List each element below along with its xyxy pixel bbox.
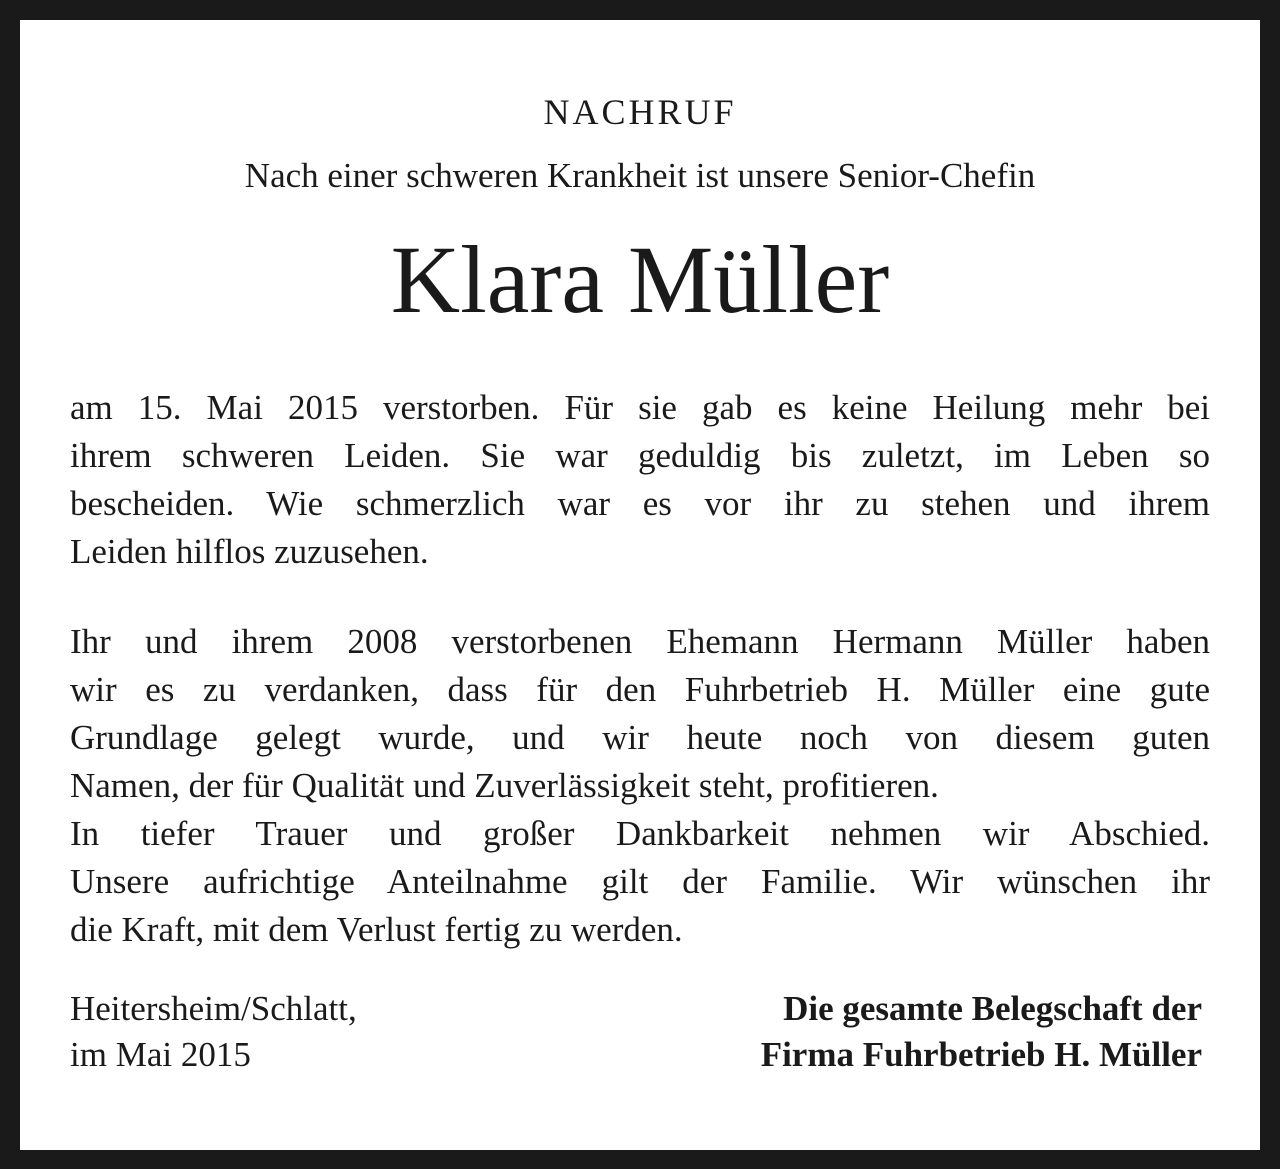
- paragraph-line: wir es zu verdanken, dass für den Fuhrbetrieb H. Müller eine gute: [70, 670, 1210, 709]
- paragraph-line: bescheiden. Wie schmerzlich war es vor ihr zu stehen und ihrem: [70, 484, 1210, 523]
- paragraph-line: am 15. Mai 2015 verstorben. Für sie gab es keine Heilung mehr bei: [70, 388, 1210, 427]
- obituary-notice: [20, 20, 1260, 1150]
- paragraph-2: [70, 618, 1210, 954]
- signature-line-1: Die gesamte Belegschaft der: [783, 989, 1202, 1028]
- paragraph-line: Grundlage gelegt wurde, und wir heute noch von diesem guten: [70, 718, 1210, 757]
- place-and-date: [70, 986, 357, 1078]
- paragraph-1: [70, 384, 1210, 576]
- paragraph-line: ihrem schweren Leiden. Sie war geduldig bis zuletzt, im Leben so: [70, 436, 1210, 475]
- signature-line-2: Firma Fuhrbetrieb H. Müller: [760, 1035, 1202, 1074]
- place-line: Heitersheim/Schlatt,: [70, 989, 357, 1028]
- notice-heading: NACHRUF: [543, 92, 737, 132]
- paragraph-line: Namen, der für Qualität und Zuverlässigkeit steht, profitieren.: [70, 766, 939, 805]
- paragraph-line: Unsere aufrichtige Anteilnahme gilt der Familie. Wir wünschen ihr: [70, 862, 1210, 901]
- signature: [761, 986, 1202, 1078]
- paragraph-line: Leiden hilflos zuzusehen.: [70, 532, 429, 571]
- deceased-name: Klara Müller: [390, 226, 890, 333]
- intro-line: Nach einer schweren Krankheit ist unsere Senior-Chefin: [244, 156, 1036, 195]
- paragraph-line: In tiefer Trauer und großer Dankbarkeit nehmen wir Abschied.: [70, 814, 1210, 853]
- paragraph-line: die Kraft, mit dem Verlust fertig zu werden.: [70, 910, 683, 949]
- date-line: im Mai 2015: [70, 1035, 251, 1074]
- paragraph-line: Ihr und ihrem 2008 verstorbenen Ehemann Hermann Müller haben: [70, 622, 1210, 661]
